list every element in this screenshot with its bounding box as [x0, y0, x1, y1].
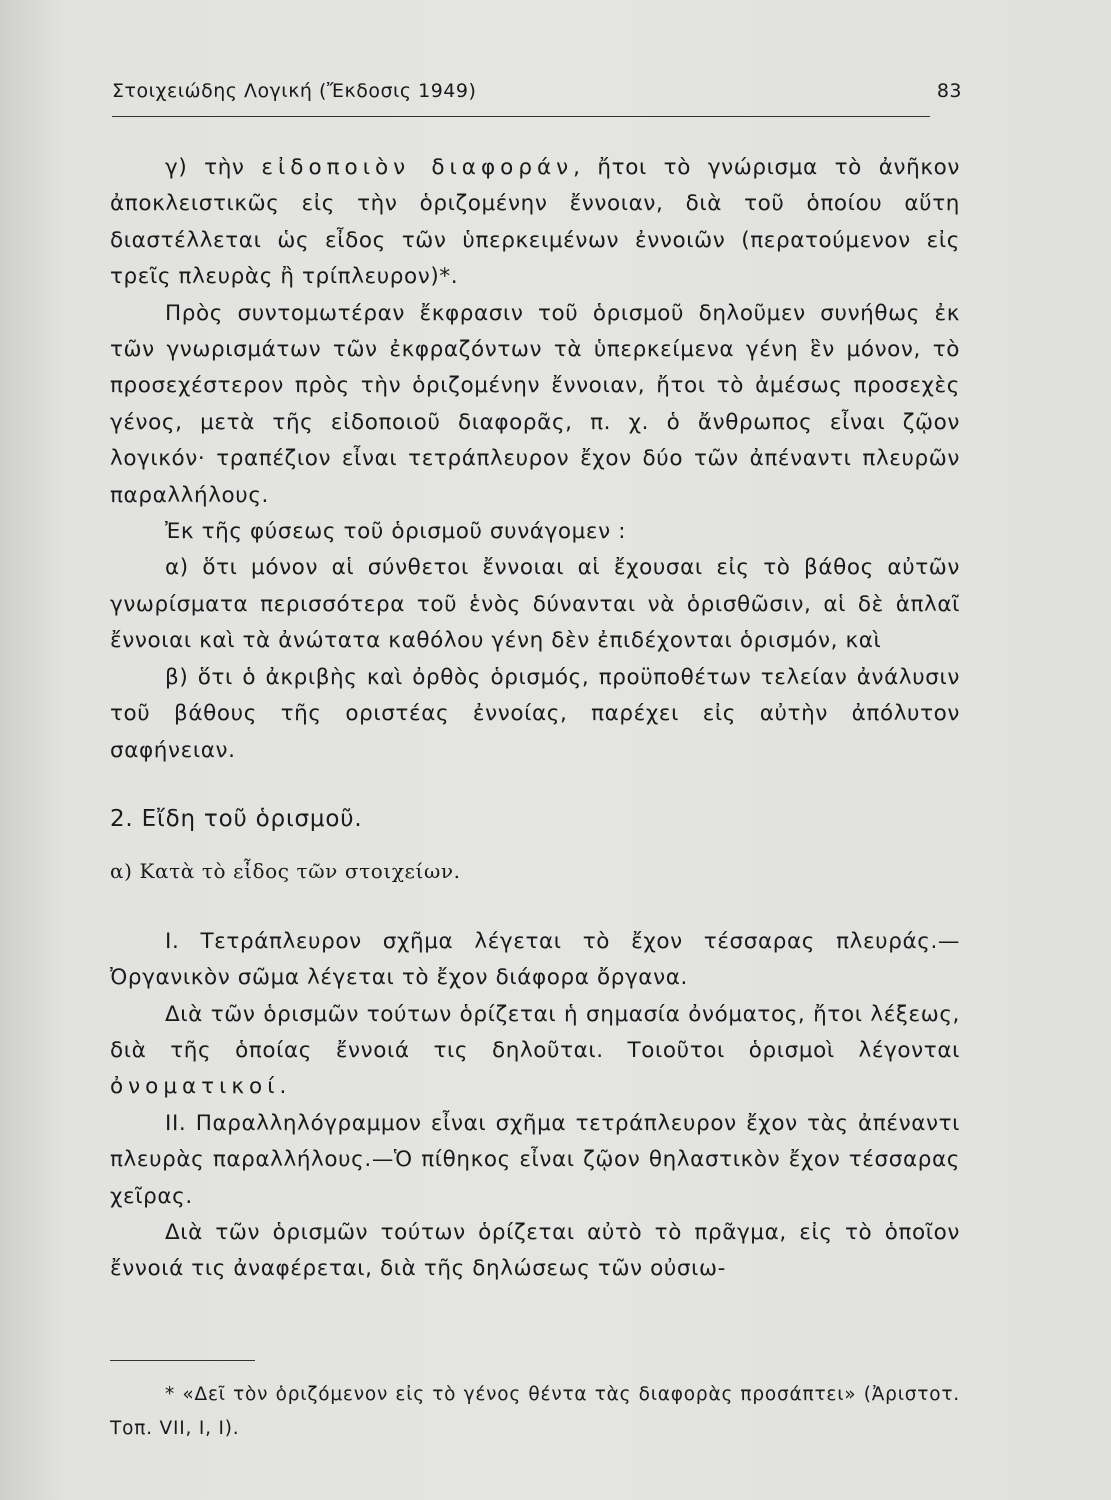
paragraph-real: Διὰ τῶν ὁρισμῶν τούτων ὁρίζεται αὐτὸ τὸ πρᾶγμα, εἰς τὸ ὁποῖον ἔννοιά τις ἀναφέρεται, διὰ τῆς δηλώσεως τῶν οὐσιω-	[110, 1219, 960, 1282]
paragraph-beta: β) ὅτι ὁ ἀκριβὴς καὶ ὀρθὸς ὁρισμός, προϋποθέτων τελείαν ἀνάλυσιν τοῦ βάθους τῆς οριστέας ἐννοίας, παρέχει εἰς αὐτὴν ἀπόλυτον σαφήνειαν.	[110, 664, 960, 763]
paragraph-conclusion-intro: Ἐκ τῆς φύσεως τοῦ ὁρισμοῦ συνάγομεν :	[165, 519, 627, 545]
footnote	[110, 1378, 960, 1446]
running-title: Στοιχειώδης Λογική (Ἔκδοσις 1949)	[112, 80, 477, 102]
header-rule	[112, 116, 930, 117]
paragraph-alpha: α) ὅτι μόνον αἱ σύνθετοι ἔννοιαι αἱ ἔχουσαι εἰς τὸ βάθος αὐτῶν γνωρίσματα περισσότερα τοῦ ἑνὸς δύνανται νὰ ὁρισθῶσιν, αἱ δὲ ἁπλαῖ ἔννοιαι καὶ τὰ ἀνώτατα καθόλου γένη δὲν ἐπιδέχονται ὁρισμόν, καὶ	[110, 555, 960, 654]
footnote-text: * «Δεῖ τὸν ὁριζόμενον εἰς τὸ γένος θέντα τὰς διαφορὰς προσάπτει» (Ἀριστοτ. Τοπ. VII, I, I).	[110, 1384, 960, 1439]
paragraph-example-two: ΙΙ. Παραλληλόγραμμον εἶναι σχῆμα τετράπλευρον ἔχον τὰς ἀπέναντι πλευρὰς παραλλήλους.—Ὁ πίθηκος εἶναι ζῷον θηλαστικὸν ἔχον τέσσαρας χεῖρας.	[110, 1110, 960, 1209]
spaced-term: ὀνοματικοί	[110, 1074, 280, 1100]
paragraph-definition-form: Πρὸς συντομωτέραν ἔκφρασιν τοῦ ὁρισμοῦ δηλοῦμεν συνήθως ἐκ τῶν γνωρισμάτων τῶν ἐκφραζόντων τὰ ὑπερκείμενα γένη ἓν μόνον, τὸ προσεχέστερον πρὸς τὴν ὁριζομένην ἔννοιαν, ἤτοι τὸ ἀμέσως προσεχὲς γένος, μετὰ τῆς εἰδοποιοῦ διαφορᾶς, π. χ. ὁ ἄνθρωπος εἶναι ζῷον λογικόν· τραπέζιον εἶναι τετράπλευρον ἔχον δύο τῶν ἀπέναντι πλευρῶν παραλλήλους.	[110, 300, 960, 508]
footnote-rule	[110, 1360, 255, 1361]
subsection-heading: α) Κατὰ τὸ εἶδος τῶν στοιχείων.	[110, 859, 461, 884]
paragraph-nominal-end: .	[279, 1074, 287, 1100]
paragraph-nominal	[110, 997, 960, 1106]
section-heading: 2. Εἴδη τοῦ ὁρισμοῦ.	[110, 805, 363, 832]
page-body	[110, 150, 960, 1288]
page-number: 83	[936, 80, 962, 102]
paragraph-gamma	[110, 150, 960, 296]
paragraph-gamma-text: , ἤτοι τὸ γνώρισμα τὸ ἀνῆκον ἀποκλειστικῶς εἰς τὴν ὁριζομένην ἔννοιαν, διὰ τοῦ ὁποίου αὕτη διαστέλλεται ὡς εἶδος τῶν ὑπερκειμένων ἐννοιῶν (περατούμενον εἰς τρεῖς πλευρὰς ἢ τρίπλευρον)*.	[110, 155, 960, 290]
paragraph-nominal-text: Διὰ τῶν ὁρισμῶν τούτων ὁρίζεται ἡ σημασία ὀνόματος, ἤτοι λέξεως, διὰ τῆς ὁποίας ἔννοιά τις δηλοῦται. Τοιοῦτοι ὁρισμοὶ λέγονται	[110, 1001, 960, 1063]
paragraph-gamma-lead: γ) τὴν	[165, 155, 245, 180]
spaced-term: εἰδοποιὸν διαφοράν	[261, 155, 574, 180]
paragraph-example-one: Ι. Τετράπλευρον σχῆμα λέγεται τὸ ἔχον τέσσαρας πλευράς.—Ὀργανικὸν σῶμα λέγεται τὸ ἔχον διάφορα ὄργανα.	[110, 928, 960, 991]
